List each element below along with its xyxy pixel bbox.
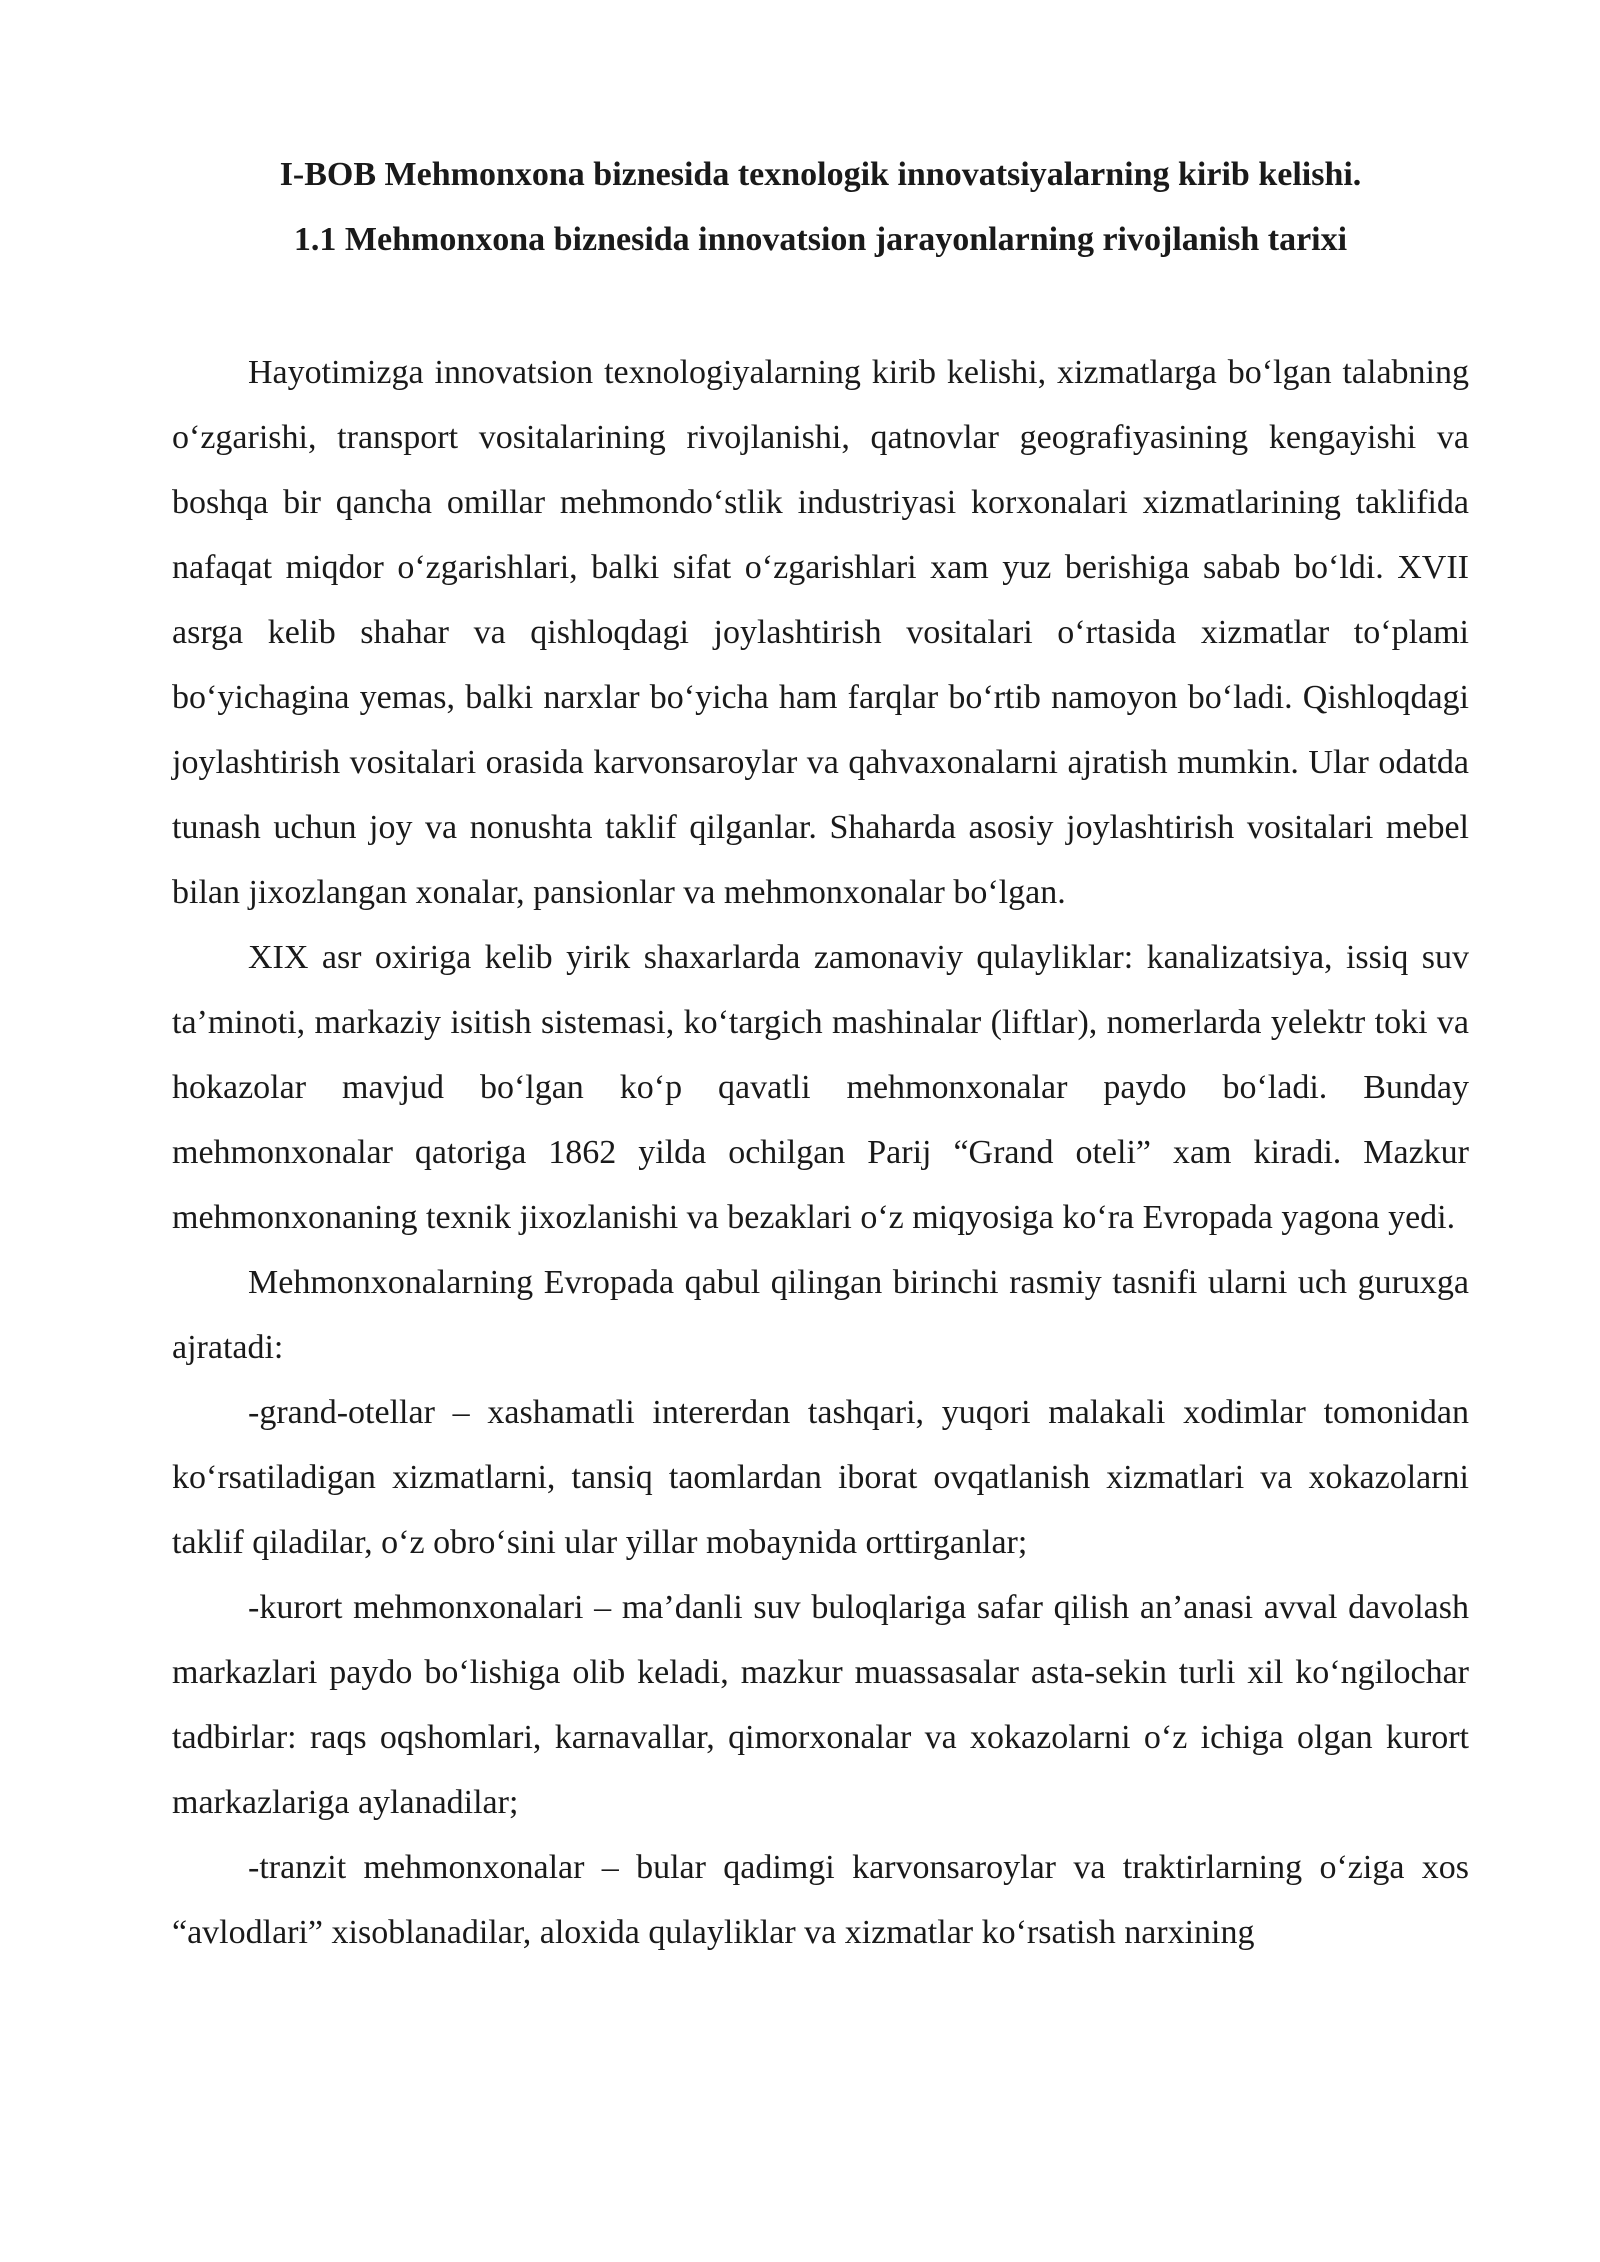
document-body: [172, 340, 1469, 1965]
document-page: [172, 150, 1469, 1965]
paragraph: Hayotimizga innovatsion texnologiyalarning kirib kelishi, xizmatlarga bo‘lgan talabning o‘zgarishi, transport vositalarining rivojlanishi, qatnovlar geografiyasining kengayishi va boshqa bir qancha omillar mehmondo‘stlik industriyasi korxonalari xizmatlarining taklifida nafaqat miqdor o‘zgarishlari, balki sifat o‘zgarishlari xam yuz berishiga sabab bo‘ldi. XVII asrga kelib shahar va qishloqdagi joylashtirish vositalari o‘rtasida xizmatlar to‘plami bo‘yichagina yemas, balki narxlar bo‘yicha ham farqlar bo‘rtib namoyon bo‘ladi. Qishloqdagi joylashtirish vositalari orasida karvonsaroylar va qahvaxonalarni ajratish mumkin. Ular odatda tunash uchun joy va nonushta taklif qilganlar. Shaharda asosiy joylashtirish vositalari mebel bilan jixozlangan xonalar, pansionlar va mehmonxonalar bo‘lgan.: [172, 354, 1469, 911]
list-item-paragraph: -tranzit mehmonxonalar – bular qadimgi karvonsaroylar va traktirlarning o‘ziga xos “avlodlari” xisoblanadilar, aloxida qulayliklar va xizmatlar ko‘rsatish narxining: [172, 1849, 1469, 1951]
chapter-title: I-BOB Mehmonxona biznesida texnologik innovatsiyalarning kirib kelishi.: [279, 156, 1362, 193]
list-item-paragraph: -kurort mehmonxonalari – ma’danli suv buloqlariga safar qilish an’anasi avval davolash markazlari paydo bo‘lishiga olib keladi, mazkur muassasalar asta-sekin turli xil ko‘ngilochar tadbirlar: raqs oqshomlari, karnavallar, qimorxonalar va xokazolarni o‘z ichiga olgan kurort markazlariga aylanadilar;: [172, 1589, 1469, 1821]
section-title-text: Mehmonxona biznesida innovatsion jarayonlarning rivojlanish tarixi: [336, 221, 1348, 258]
section-number: 1.1: [293, 221, 337, 258]
list-item-paragraph: -grand-otellar – xashamatli intererdan tashqari, yuqori malakali xodimlar tomonidan ko‘rsatiladigan xizmatlarni, tansiq taomlardan iborat ovqatlanish xizmatlari va xokazolarni taklif qiladilar, o‘z obro‘sini ular yillar mobaynida orttirganlar;: [172, 1394, 1469, 1561]
section-title: [172, 215, 1469, 265]
paragraph: XIX asr oxiriga kelib yirik shaxarlarda zamonaviy qulayliklar: kanalizatsiya, issiq suv ta’minoti, markaziy isitish sistemasi, ko‘targich mashinalar (liftlar), nomerlarda yelektr toki va hokazolar mavjud bo‘lgan ko‘p qavatli mehmonxonalar paydo bo‘ladi. Bunday mehmonxonalar qatoriga 1862 yilda ochilgan Parij “Grand oteli” xam kiradi. Mazkur mehmonxonaning texnik jixozlanishi va bezaklari o‘z miqyosiga ko‘ra Evropada yagona yedi.: [172, 939, 1469, 1236]
paragraph: Mehmonxonalarning Evropada qabul qilingan birinchi rasmiy tasnifi ularni uch guruxga ajratadi:: [172, 1264, 1469, 1366]
